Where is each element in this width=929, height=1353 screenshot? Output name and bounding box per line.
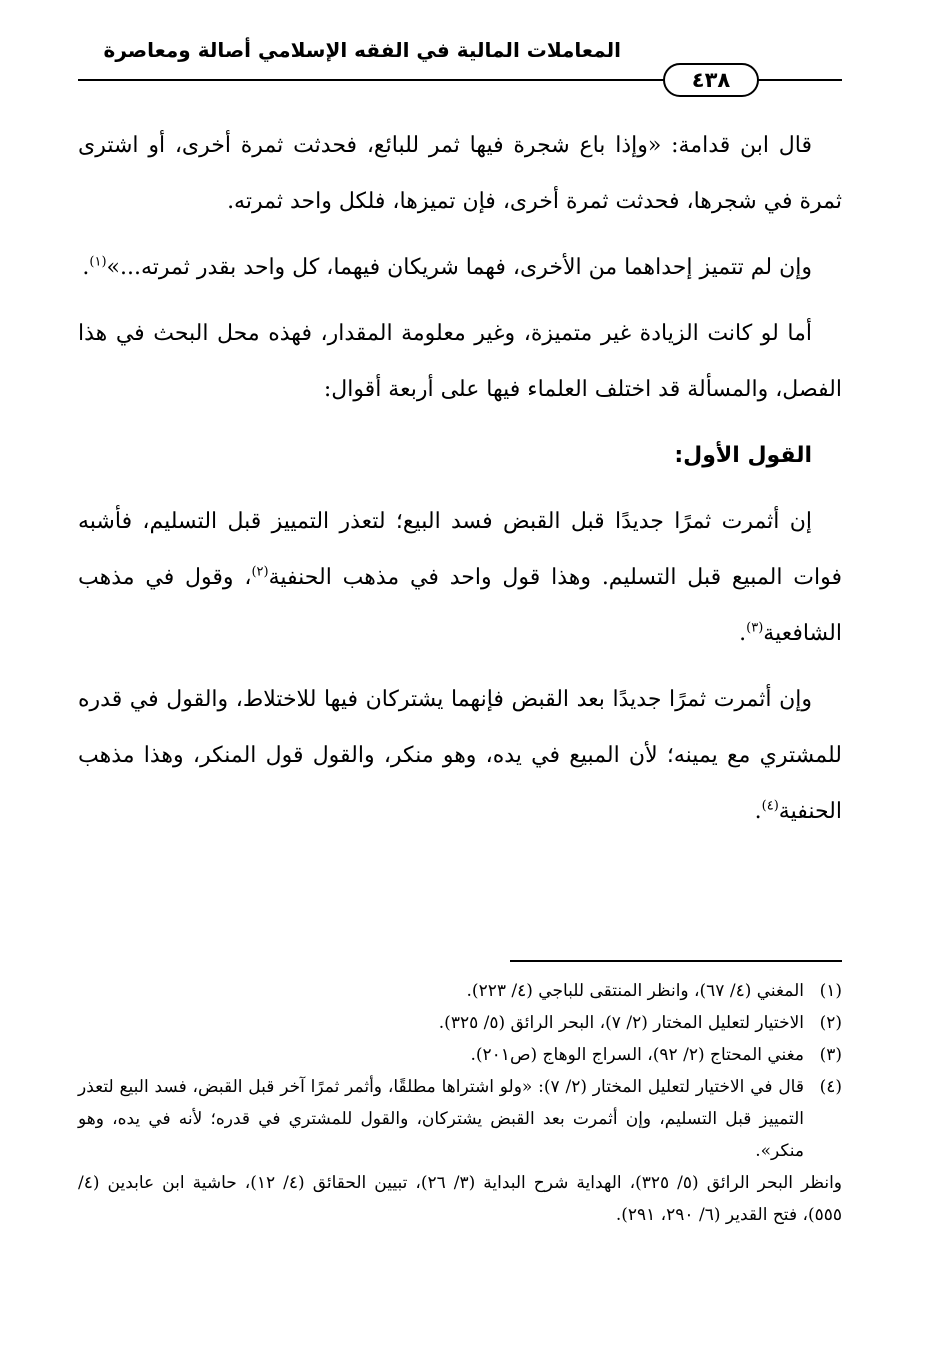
paragraph-text: ، وقول في مذهب الشافعية: [78, 565, 842, 646]
footnote-4: [78, 1071, 842, 1167]
footnote-ref-1: (١): [89, 254, 107, 270]
paragraph-end: .: [739, 621, 747, 646]
footnote-text: الاختيار لتعليل المختار (٢/ ٧)، البحر الرائق (٥/ ٣٢٥).: [438, 1013, 804, 1033]
footnote-text: قال في الاختيار لتعليل المختار (٢/ ٧): «ولو اشتراها مطلقًا، وأثمر ثمرًا آخر قبل القبض، فسد البيع لتعذر التمييز قبل التسليم، وإن أثمرت بعد القبض يشتركان، والقول للمشتري في قدره؛ لأنه في يده، وهو منكر».: [78, 1077, 804, 1161]
footnote-text: مغني المحتاج (٢/ ٩٢)، السراج الوهاج (ص٢٠١).: [470, 1045, 804, 1065]
main-text: [78, 118, 842, 850]
footnote-1: [78, 975, 842, 1007]
footnote-number: (٣): [819, 1045, 842, 1065]
footnote-number: (٤): [819, 1077, 842, 1097]
footnote-ref-2: (٢): [251, 564, 269, 580]
paragraph-before-possession: [78, 494, 842, 662]
paragraph-text: إن أثمرت ثمرًا جديدًا قبل القبض فسد البيع؛ لتعذر التمييز قبل التسليم، فأشبه فوات المبيع قبل التسليم. وهذا قول واحد في مذهب الحنفية: [78, 509, 842, 590]
footnote-2: [78, 1007, 842, 1039]
paragraph-quote-continuation: [78, 240, 842, 296]
paragraph-ibn-qudama-quote: قال ابن قدامة: «وإذا باع شجرة فيها ثمر للبائع، فحدثت ثمرة أخرى، أو اشترى ثمرة في شجرها، فحدثت ثمرة أخرى، فإن تميزها، فلكل واحد ثمرته.: [78, 133, 842, 214]
paragraph-end: .: [82, 255, 90, 280]
footnote-separator: [510, 960, 842, 962]
footnote-ref-3: (٣): [746, 620, 764, 636]
paragraph-text: وإن أثمرت ثمرًا جديدًا بعد القبض فإنهما يشتركان فيها للاختلاط، والقول في قدره للمشتري مع يمينه؛ لأن المبيع في يده، وهو منكر، والقول قول المنكر، وهذا مذهب الحنفية: [78, 687, 842, 824]
footnote-text: المغني (٤/ ٦٧)، وانظر المنتقى للباجي (٤/ ٢٢٣).: [466, 981, 804, 1001]
footnotes: [78, 975, 842, 1231]
page-number-frame: [663, 63, 759, 97]
footnote-number: (١): [819, 981, 842, 1001]
paragraph-end: .: [754, 799, 762, 824]
paragraph-intro-four-opinions: أما لو كانت الزيادة غير متميزة، وغير معلومة المقدار، فهذه محل البحث في هذا الفصل، والمسألة قد اختلف العلماء فيها على أربعة أقوال:: [78, 321, 842, 402]
running-title: المعاملات المالية في الفقه الإسلامي أصالة ومعاصرة: [103, 38, 621, 62]
footnote-4-continuation: وانظر البحر الرائق (٥/ ٣٢٥)، الهداية شرح البداية (٣/ ٢٦)، تبيين الحقائق (٤/ ١٢)، حاشية ابن عابدين (٤/ ٥٥٥)، فتح القدير (٦/ ٢٩٠، ٢٩١).: [78, 1173, 842, 1225]
paragraph-text: وإن لم تتميز إحداهما من الأخرى، فهما شريكان فيهما، كل واحد بقدر ثمرته...»: [106, 255, 812, 280]
footnote-number: (٢): [819, 1013, 842, 1033]
paragraph-after-possession: [78, 672, 842, 840]
footnote-ref-4: (٤): [761, 798, 779, 814]
footnote-3: [78, 1039, 842, 1071]
section-heading-first-opinion: القول الأول:: [674, 443, 812, 468]
page-number: ٤٣٨: [691, 68, 731, 92]
